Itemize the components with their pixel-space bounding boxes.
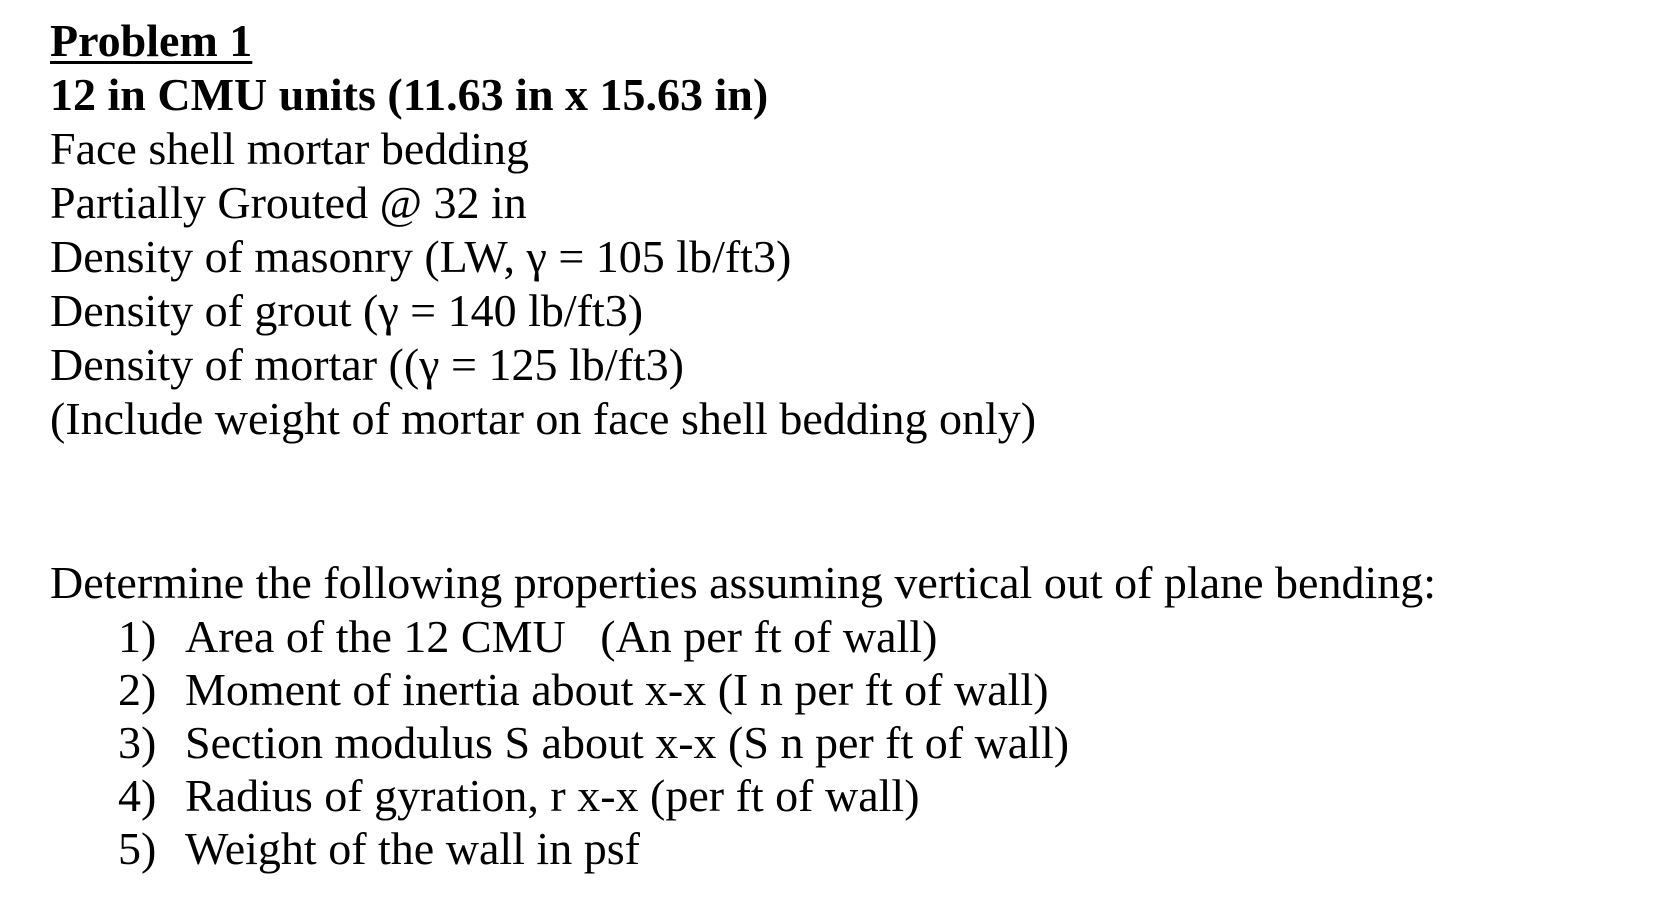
spec-line-note: (Include weight of mortar on face shell bedding only): [50, 393, 1037, 444]
task-item-text: Radius of gyration, r x-x (per ft of wall): [185, 770, 920, 821]
task-item-text: Section modulus S about x-x (S n per ft of wall): [185, 717, 1070, 768]
task-item-text: Area of the 12 CMU (An per ft of wall): [185, 611, 938, 662]
task-item-number: 4): [118, 770, 157, 821]
task-item: [118, 716, 1650, 769]
task-item-number: 5): [118, 823, 157, 874]
task-item-number: 2): [118, 664, 157, 715]
spec-line-bedding: Face shell mortar bedding: [50, 123, 530, 174]
task-item: [118, 822, 1650, 875]
task-item: [118, 610, 1650, 663]
task-item-text: Moment of inertia about x-x (I n per ft of wall): [185, 664, 1049, 715]
task-item-number: 3): [118, 717, 157, 768]
section-spacer: [50, 446, 1650, 556]
problem-subtitle: 12 in CMU units (11.63 in x 15.63 in): [50, 69, 769, 120]
task-prompt: Determine the following properties assuming vertical out of plane bending:: [50, 557, 1437, 608]
task-list: [50, 610, 1650, 875]
task-item-number: 1): [118, 611, 157, 662]
spec-line-masonry-density: Density of masonry (LW, γ = 105 lb/ft3): [50, 231, 792, 282]
task-item: [118, 769, 1650, 822]
problem-document: [50, 14, 1650, 875]
spec-line-mortar-density: Density of mortar ((γ = 125 lb/ft3): [50, 339, 684, 390]
task-item: [118, 663, 1650, 716]
spec-line-grouting: Partially Grouted @ 32 in: [50, 177, 527, 228]
problem-title: Problem 1: [50, 15, 253, 66]
spec-line-grout-density: Density of grout (γ = 140 lb/ft3): [50, 285, 644, 336]
task-item-text: Weight of the wall in psf: [185, 823, 640, 874]
